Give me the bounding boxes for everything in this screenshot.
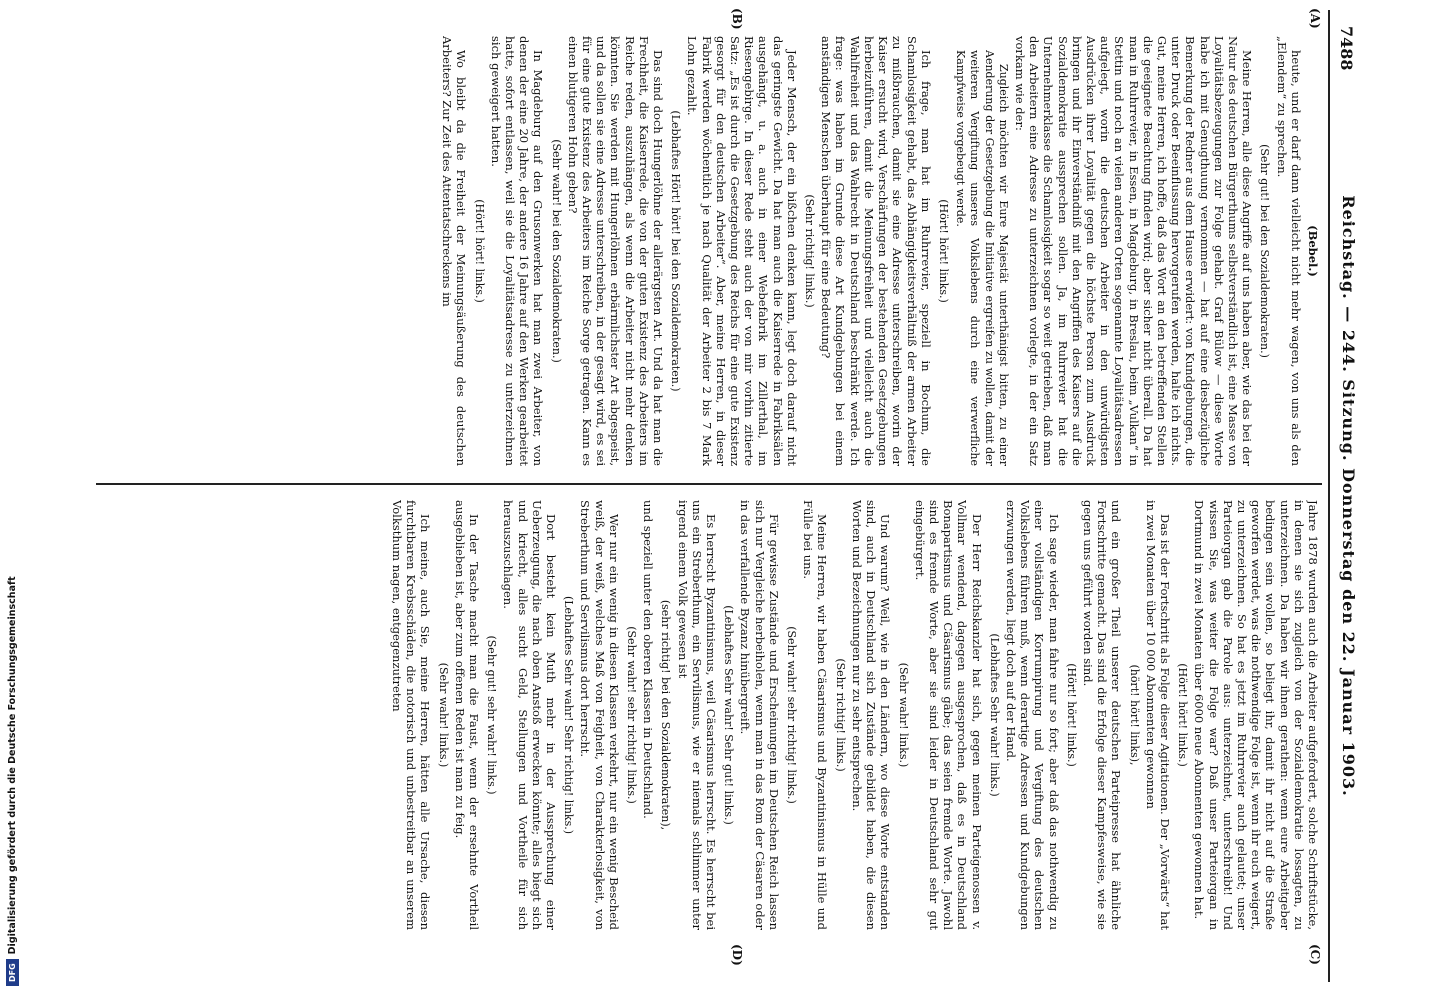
paragraph: Wo bleibt da die Freiheit der Meinungsäußerung des deutschen Arbeiters? Zur Zeit des Attentatschreckens im <box>440 36 469 466</box>
page-header <box>1330 16 1358 976</box>
paragraph: Das ist der Fortschritt als Folge dieser Agitationen. Der „Vorwärts“ hat in zwei Monaten über 10 000 Abonnenten gewonnen <box>1143 500 1172 930</box>
paragraph: heute, und er darf dann vielleicht nicht mehr wagen, von uns als den „Elendem“ zu sprechen. <box>1274 36 1303 466</box>
reaction-note: (Lebhaftes Sehr wahr! Sehr richtig! links.) <box>562 595 576 835</box>
paragraph: Ich sage wieder, man fahre nur so fort; aber daß das nothwendig zu einer vollständigen Korrumpirung und Vergiftung des deutschen Volkslebens führen muß, wenn derartige Adressen und Kundgebungen erzwungen werden, liegt doch auf der Hand. <box>1003 500 1061 930</box>
reaction-note: (Lebhaftes Hört! hört! bei den Sozialdemokraten.) <box>669 110 683 392</box>
paragraph: Es herrscht Byzantinismus, weil Cäsarismus herrscht. Es herrscht bei uns ein Streberthum, ein Servilismus, wie er niemals schlimmer unter irgend einem Volk gewesen ist <box>675 500 719 930</box>
credit-text: Digitalisierung gefördert durch die Deutsche Forschungsgemeinschaft <box>6 576 18 955</box>
page-title: Reichstag. — 244. Sitzung. Donnerstag den 22. Januar 1903. <box>1339 195 1358 797</box>
paragraph: Meine Herren, alle diese Angriffe auf uns haben aber, wie das bei der Natur des deutschen Bürgerthums selbstverständlich ist, eine Masse von Loyalitätsbezeugungen zur Folge gehabt. Graf Bülow — diese Worte habe ich mit Genugthuung vernommen — hat auf eine diesbezügliche Bemerkung der Redner aus dem Hause erwidert: von Kundgebungen, die unter Druck oder Beeinflussung hervorgerufen werden, halte ich nichts. Gut, meine Herren, ich hoffe, daß das Wort an den betreffenden Stellen die geeignete Beachtung finden wird; aber sicher nicht überall. Da hat man in Ruhrrevier, in Essen, in Magdeburg, in Breslau, beim „Vulkan“ in Stettin und noch an vielen anderen Orten sogenannte Loyalitätsadressen aufgelegt, worin die deutschen Arbeiter in den unwürdigsten Ausdrücken ihrer Loyalität gegen die höchste Person zum Ausdruck bringen und ihr Einverständniß mit den Angriffen des Kaisers auf die Sozialdemokratie aussprechen sollen. Ja, im Ruhrrevier hat die Unternehmerklasse die Schamlosigkeit sogar so weit getrieben, daß man den Arbeitern eine Adresse zu unterzeichnen vorlegte, in der ein Satz vorkam wie der: <box>1012 36 1255 466</box>
paragraph: Jahre 1878 wurden auch die Arbeiter aufgefordert, solche Schriftstücke, in denen sie sich zugleich von der Sozialdemokratie lossagten, zu unterzeichnen. Da haben wir ihnen gerathen: wenn eure Arbeitgeber bedingen sein wollen, so beliegt ihr, damit ihr nicht auf die Straße geworfen werdet, was die nothwendige Folge ist, wenn ihr euch weigert, zu unterzeichnen. So hat es jetzt im Ruhrrevier auch gelautet; unser Parteiorgan gab die Parole aus: unterzeichnet, unterschreibt! Und wissen Sie, was weiter die Folge war? Daß unser Parteiorgan in Dortmund in zwei Monaten über 6000 neue Abonnenten gewonnen hat. <box>1192 500 1320 930</box>
reaction-note: (Lebhaftes Sehr wahr! links.) <box>987 633 1001 797</box>
paragraph: In der Tasche macht man die Faust, wenn der ersehnte Vortheil ausgeblieben ist, aber zum offenen Reden ist man zu feig. <box>452 500 482 930</box>
paragraph: Dort besteht kein Muth mehr in der Aussprechung einer Ueberzeugung, die nach oben Anstoß erwecken könnte; alles biegt sich und kriecht, alles sucht Geld, Stellungen und Vortheile für sich herauszuschlagen. <box>501 500 559 930</box>
reaction-note: (Lebhaftes Sehr wahr! Sehr gut! links.) <box>722 605 736 825</box>
margin-mark-d: (D) <box>730 944 744 966</box>
reaction-note: (Sehr wahr! sehr richtig! links.) <box>785 626 799 804</box>
paragraph: und speziell unter den oberen Klassen in Deutschland. <box>641 500 656 819</box>
reaction-note: (Sehr richtig! links.) <box>833 658 847 772</box>
reaction-note: (Sehr gut! sehr wahr! links.) <box>485 635 499 795</box>
digitization-credit <box>0 8 22 992</box>
paragraph: In Magdeburg auf den Grusonwerken hat man zwei Arbeiter, von denen der eine 20 Jahre, der andere 16 Jahre auf den Werken gearbeitet hatte, sofort entlassen, weil sie die Loyalitätsadresse zu unterzeichnen sich geweigert hatten. <box>488 36 546 466</box>
margin-mark-c: (C) <box>1308 944 1322 965</box>
reaction-note: (Sehr wahr! sehr richtig! links.) <box>625 626 639 804</box>
right-column <box>96 500 1320 930</box>
reaction-note: (Hört! hört! links.) <box>1064 663 1078 767</box>
reaction-note: (Sehr gut! bei den Sozialdemokraten.) <box>1258 144 1272 358</box>
margin-mark-b: (B) <box>730 8 744 30</box>
reaction-note: (sehr richtig! bei den Sozialdemokraten), <box>659 599 673 831</box>
paragraph: Und warum? Weil, wie in den Ländern, wo diese Worte entstanden sind, auch in Deutschland sich Zustände gebildet haben, die diesen Worten und Bezeichnungen nur zu sehr entsprechen. <box>849 500 893 930</box>
speaker-name: (Bebel.) <box>1306 225 1320 277</box>
reaction-note: (Hört! hört! links.) <box>472 199 486 303</box>
paragraph: Meine Herren, wir haben Cäsarismus und Byzantinismus in Hülle und Fülle bei uns. <box>801 500 830 930</box>
paragraph: Ich frage, man hat im Ruhrrevier, speziell in Bochum, die Schamlosigkeit gehabt, das Abhängigkeitsverhältniß der armen Arbeiter zu mißbrauchen, damit sie eine Adresse unterschreiben, worin der Kaiser ersucht wird, Verschärfungen der bestehenden Gesetzgebungen herbeizuführen, damit die Meinungsfreiheit und vielleicht auch die Wahlfreiheit und das Wahlrecht in Deutschland beschränkt werde. Ich frage: was haben im Grunde diese Art Kundgebungen bei einem anständigen Menschen überhaupt für eine Bedeutung? <box>819 36 933 466</box>
reaction-note: (Sehr richtig! links.) <box>803 194 817 308</box>
paragraph: Ich meine, auch Sie, meine Herren, hätten alle Ursache, diesen furchtbaren Krebsschäden, die notorisch und unbestreitbar an unserem Volksthum nagen, entgegenzutreten <box>390 500 433 930</box>
paragraph: Das sind doch Hungerlöhne der allerärgsten Art. Und da hat man die Frechheit, die Kaiserrede, die von der guten Existenz des Arbeiters im Reiche reden, auszuhängen, als wenn die Arbeiter nicht mehr denken könnten. Sie werden mit Hungerlöhnen erbärmlichster Art abgespeist, und da sollen sie eine Adresse unterschreiben, in der gesagt wird, es sei für eine gute Existenz des Arbeiters im Reiche Sorge getragen. Kann es einen blutigeren Hohn geben? <box>565 36 666 466</box>
paragraph: Der Herr Reichskanzler hat sich, gegen meinen Parteigenossen v. Vollmar wendend, dagegen ausgesprochen, daß es in Deutschland Bonapartismus und Cäsarismus gäbe; das seien fremde Worte. Jawohl sind es fremde Worte, aber sie sind leider in Deutschland sehr gut eingebürgert. <box>912 500 984 930</box>
column-divider <box>96 483 1322 485</box>
reaction-note: (Sehr wahr! links.) <box>436 662 450 768</box>
reaction-note: (hört! hört! links), <box>1127 664 1141 766</box>
reaction-note: (Sehr wahr! links.) <box>896 662 910 768</box>
paragraph: Jeder Mensch, der ein bißchen denken kann, legt doch darauf nicht das geringste Gewicht. Da hat man auch die Kaiserrede in Fabriksälen ausgehängt, u. a. auch in einer Webefabrik im Zillerthal, im Riesengebirge. In dieser Rede steht auch der von mir vorhin zitierte Satz: „Es ist durch die Gesetzgebung des Reichs für eine gute Existenz gesorgt für den deutschen Arbeiter“. Aber, meine Herren, in dieser Fabrik werden wöchentlich je nach Qualität der Arbeiter 2 bis 7 Mark Lohn gezahlt. <box>685 36 799 466</box>
left-column <box>96 36 1320 466</box>
paragraph: und ein großer Theil unserer deutschen Parteipresse hat ähnliche Fortschritte gemacht. Das sind die Erfolge dieser Kampfesweise, wie sie gegen uns geführt worden sind. <box>1080 500 1124 930</box>
margin-mark-a: (A) <box>1308 8 1322 29</box>
quoted-passage: Zugleich möchten wir Eure Majestät unterthänigst bitten, zu einer Aenderung der Gesetzgebung die Initiative ergreifen zu wollen, damit der weiteren Vergiftung unseres Volkslebens durch eine verwerfliche Kampfweise vorgebeugt werde. <box>954 50 1010 466</box>
dfg-logo: DFG <box>6 959 19 986</box>
reaction-note: (Hört! hört! links.) <box>1176 663 1190 767</box>
paragraph: Wer nur ein wenig in diesen Klassen verkehrt, nur ein wenig Bescheid weiß, der weiß, welches Maß von Feigheit, von Charakterlosigkeit, von Streberthum und Servilismus dort herrscht. <box>578 500 621 930</box>
reaction-note: (Hört! hört! links.) <box>936 199 950 303</box>
page-number: 7488 <box>1337 26 1356 71</box>
reaction-note: (Sehr wahr! bei den Sozialdemokraten.) <box>549 139 563 363</box>
header-rule <box>1328 10 1330 982</box>
paragraph: Für gewisse Zustände und Erscheinungen im Deutschen Reich lassen sich nur Vergleiche herbeiholen, wenn man in das Rom der Cäsaren oder in das verfallende Byzanz hinübergreift. <box>738 500 781 930</box>
